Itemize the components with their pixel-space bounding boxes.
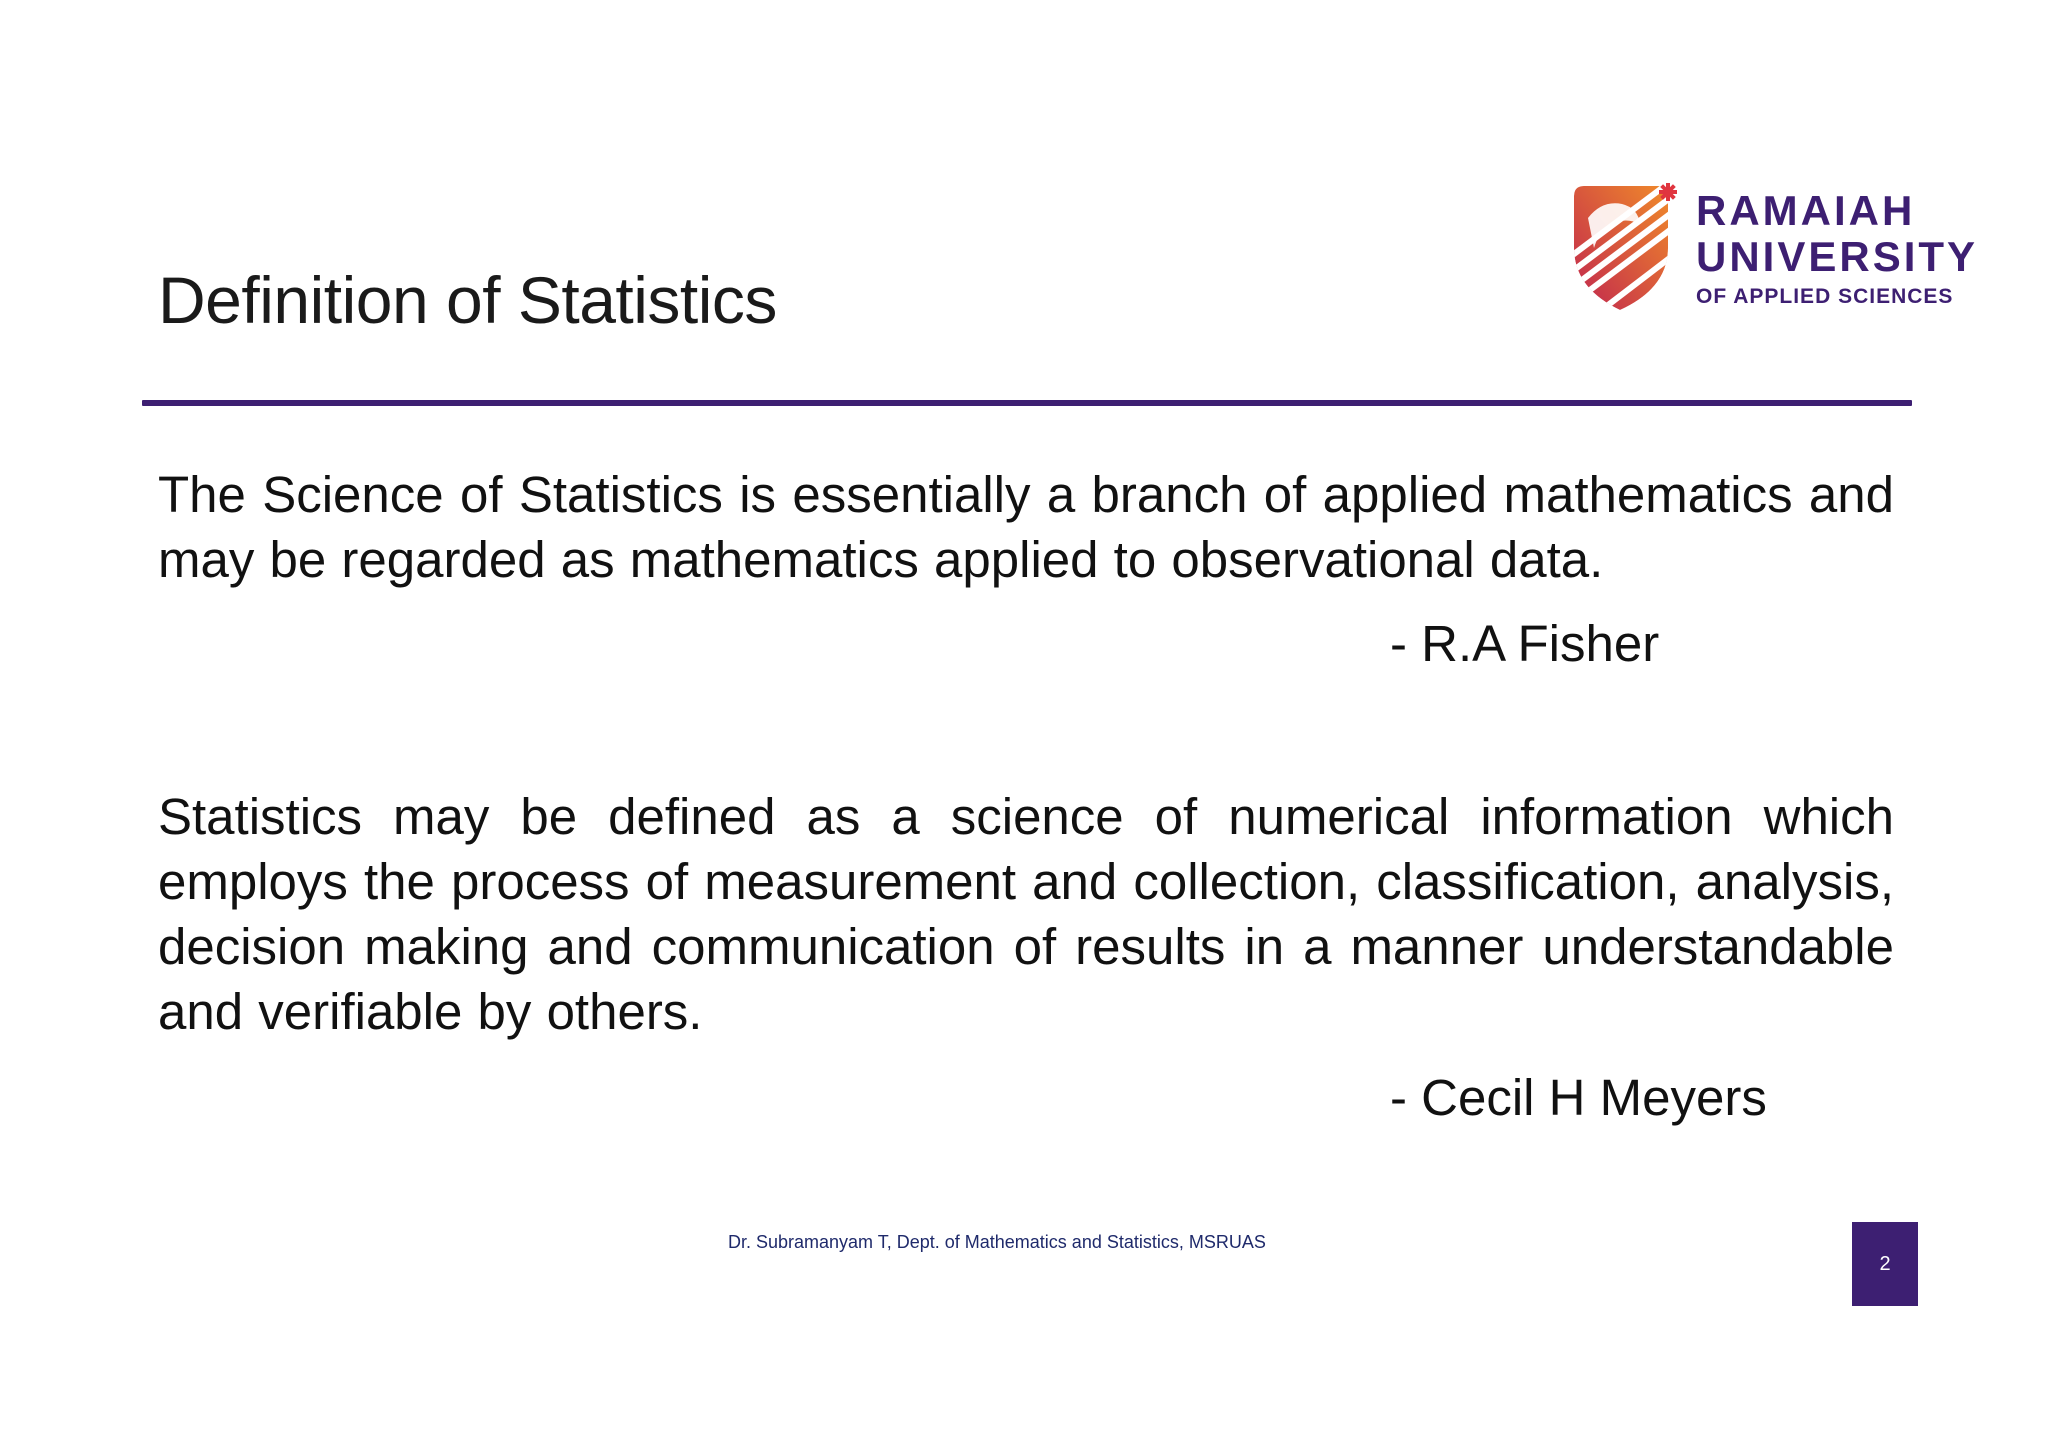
slide-footer: Dr. Subramanyam T, Dept. of Mathematics and Statistics, MSRUAS: [728, 1232, 1266, 1252]
quote-author-fisher: - R.A Fisher: [1390, 615, 1660, 672]
quote-fisher: The Science of Statistics is essentially a branch of applied mathematics and may be regarded as mathematics applied to observational data.: [158, 466, 1894, 588]
logo-line-ramaiah: RAMAIAH: [1696, 187, 1916, 234]
slide-title: Definition of Statistics: [158, 263, 777, 337]
quote-author-meyers: - Cecil H Meyers: [1390, 1069, 1767, 1126]
page-number: 2: [1879, 1252, 1891, 1275]
university-logo: [1568, 178, 1998, 318]
logo-line-applied-sciences: OF APPLIED SCIENCES: [1696, 285, 1954, 308]
quote-meyers: Statistics may be defined as a science of numerical information which employs the process of measurement and collection, classification, analysis, decision making and communication of results in a manner understandable and verifiable by others.: [158, 788, 1894, 1040]
logo-wordmark: [1696, 188, 1978, 312]
logo-line-university: UNIVERSITY: [1696, 233, 1979, 280]
page-number-badge: [1852, 1222, 1918, 1306]
title-divider: [142, 400, 1912, 406]
ramaiah-shield-logo-icon: [1568, 178, 1678, 318]
